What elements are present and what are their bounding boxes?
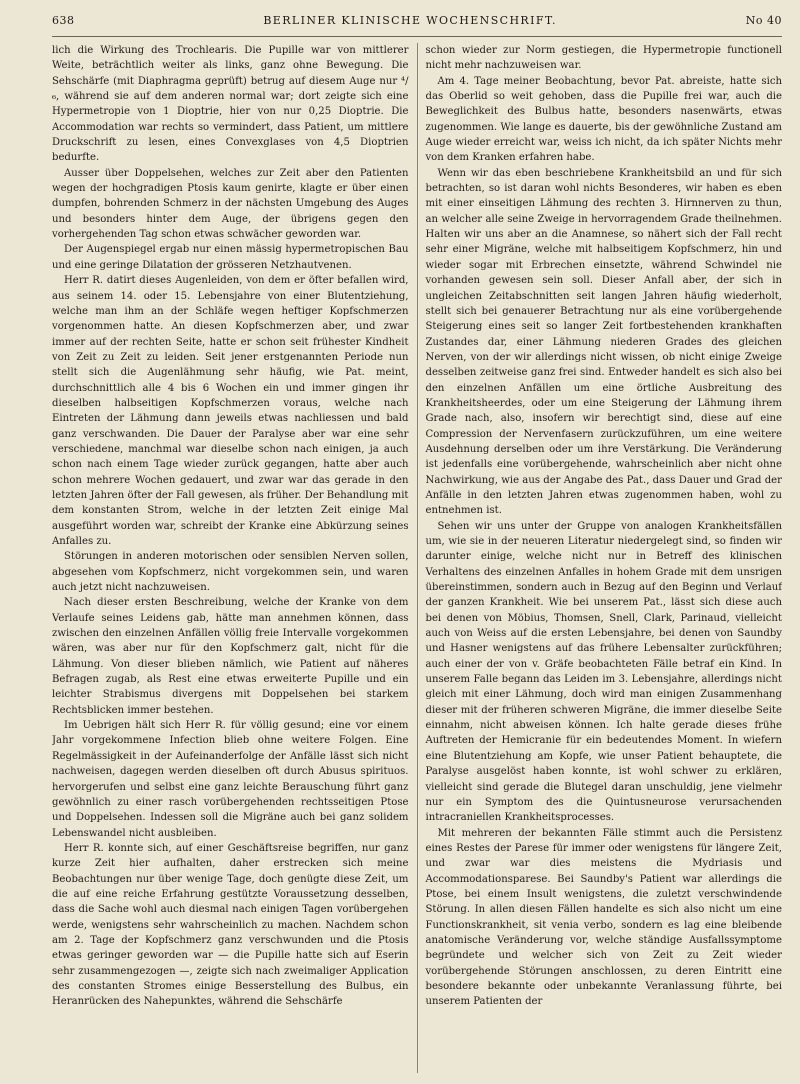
paragraph: Wenn wir das eben beschriebene Krankheitsbild an und für sich betrachten, so ist daran wohl nichts Besonderes, wir haben es eben mit einer einseitigen Lähmung des rechten 3. Hirnnerven zu thun, an welcher alle seine Zweige in hervorragendem Grade theilnehmen. Halten wir uns aber an die Anamnese, so nähert sich der Fall recht sehr einer Migräne, welche mit halbseitigem Kopfschmerz, hin und wieder sogar mit Erbrechen einsetzte, während Schwindel nie vorhanden gewesen sein soll. Dieser Anfall aber, der sich in ungleichen Zeitabschnitten seit langen Jahren häufig wiederholt, stellt sich bei genauerer Betrachtung nur als eine vorübergehende Steigerung eines seit so langer Zeit fortbestehenden krankhaften Zustandes dar, einer Lähmung niederen Grades des gleichen Nerven, von der wir allerdings nicht wissen, ob nicht einige Zweige desselben zeitweise ganz frei sind. Entweder handelt es sich also bei den einzelnen Anfällen um eine örtliche Ausbreitung des Krankheitsheerdes, oder um eine Steigerung der Lähmung ihrem Grade nach, also, insofern wir berechtigt sind, diese auf eine Compression der Nervenfasern zurückzuführen, um eine weitere Ausdehnung derselben oder um ihre Verstärkung. Die Veränderung ist jedenfalls eine vorübergehende, wahrscheinlich aber nicht ohne Nachwirkung, wie aus der Angabe des Pat., dass Dauer und Grad der Anfälle in den letzten Jahren etwas zugenommen haben, wohl zu entnehmen ist. [425, 167, 782, 517]
paragraph: Mit mehreren der bekannten Fälle stimmt auch die Persistenz eines Restes der Parese für immer oder wenigstens für längere Zeit, und zwar war dies meistens die Mydriasis und Accommodationsparese. Bei Saundby's Patient war allerdings die Ptose, bei einem Insult wenigstens, die zuletzt verschwindende Störung. In allen diesen Fällen handelte es sich also nicht um eine Functionskrankheit, sit venia verbo, sondern es lag eine bleibende anatomische Veränderung vor, welche ständige Ausfallssymptome begründete und welcher sich von Zeit zu Zeit wieder vorübergehende Störungen anschlossen, zu deren Eintritt eine besondere bekannte oder unbekannte Veranlassung führte, bei unserem Patienten der [425, 827, 782, 1008]
paragraph: Der Augenspiegel ergab nur einen mässig hypermetropischen Bau und eine geringe Dilatation der grösseren Netzhautvenen. [52, 244, 409, 271]
paragraph: Ausser über Doppelsehen, welches zur Zeit aber den Patienten wegen der hochgradigen Ptosis kaum genirte, klagte er über einen dumpfen, bohrenden Schmerz in der nächsten Umgebung des Auges und besonders hinter dem Auge, der übrigens gegen den vorhergehenden Tag schon etwas schwächer geworden war. [52, 167, 409, 241]
paragraph: Nach dieser ersten Beschreibung, welche der Kranke von dem Verlaufe seines Leidens gab, hätte man annehmen können, dass zwischen den einzelnen Anfällen völlig freie Intervalle vorgekommen wären, was aber nur für den Kopfschmerz galt, nicht für die Lähmung. Von dieser blieben nämlich, wie Patient auf näheres Befragen zugab, als Rest eine etwas erweiterte Pupille und ein leichter Strabismus divergens mit Doppelsehen bei starkem Rechtsblicken immer bestehen. [52, 597, 409, 716]
paragraph: Herr R. datirt dieses Augenleiden, von dem er öfter befallen wird, aus seinem 14. oder 15. Lebensjahre von einer Blutentziehung, welche man ihm an der Schläfe wegen heftiger Kopfschmerzen vorgenommen hatte. An diesen Kopfschmerzen aber, und zwar immer auf der rechten Seite, hatte er schon seit frühester Kindheit von Zeit zu Zeit zu leiden. Seit jener erstgenannten Periode nun stellt sich die Augenlähmung sehr häufig, wie Pat. meint, durchschnittlich alle 4 bis 6 Wochen ein und immer gingen ihr dieselben halbseitigen Kopfschmerzen voraus, welche nach Eintreten der Lähmung dann jeweils etwas nachliessen und bald ganz verschwanden. Die Dauer der Paralyse aber war eine sehr verschiedene, manchmal war dieselbe schon nach einigen, ja auch schon nach einem Tage wieder zurück gegangen, hatte aber auch schon mehrere Wochen gedauert, und zwar war das gerade in den letzten Jahren öfter der Fall gewesen, als früher. Der Behandlung mit dem konstanten Strom, welche in der letzten Zeit einige Mal ausgeführt worden war, schreibt der Kranke eine Abkürzung seines Anfalles zu. [52, 275, 409, 547]
issue-number: No 40 [745, 14, 782, 27]
page-number: 638 [52, 14, 75, 27]
paragraph: Am 4. Tage meiner Beobachtung, bevor Pat. abreiste, hatte sich das Oberlid so weit gehoben, dass die Pupille frei war, auch die Beweglichkeit des Bulbus hatte, besonders nasenwärts, etwas zugenommen. Wie lange es dauerte, bis der gewöhnliche Zustand am Auge wieder erreicht war, weiss ich nicht, da ich später Nichts mehr von dem Kranken erfahren habe. [425, 75, 782, 164]
paragraph: schon wieder zur Norm gestiegen, die Hypermetropie functionell nicht mehr nachzuweisen war. [425, 45, 782, 72]
right-column [425, 43, 782, 1073]
paragraph: Sehen wir uns unter der Gruppe von analogen Krankheitsfällen um, wie sie in der neueren Literatur niedergelegt sind, so finden wir darunter einige, welche nicht nur in Betreff des klinischen Verhaltens des einzelnen Anfalles in hohem Grade mit dem unsrigen übereinstimmen, sondern auch in Bezug auf den Beginn und Verlauf der ganzen Krankheit. Wie bei unserem Pat., lässt sich diese auch bei denen von Möbius, Thomsen, Snell, Clark, Parinaud, vielleicht auch von Weiss auf die ersten Lebensjahre, bei denen von Saundby und Hasner wenigstens auf das frühere Lebensalter zurückführen; auch einer der von v. Gräfe beobachteten Fälle betraf ein Kind. In unserem Falle begann das Leiden im 3. Lebensjahre, allerdings nicht gleich mit einer Lähmung, doch wird man einigen Zusammenhang dieser mit der früheren schweren Migräne, die immer dieselbe Seite einnahm, nicht abweisen können. Ich halte gerade dieses frühe Auftreten der Hemicranie für ein bedeutendes Moment. In wiefern eine Blutentziehung am Kopfe, wie unser Patient behauptete, die Paralyse ausgelöst haben konnte, ist wohl schwer zu erklären, vielleicht sind gerade die Blutegel daran unschuldig, jene vielmehr nur ein Symptom des die Quintusneurose verursachenden intracraniellen Krankheitsprocesses. [425, 520, 782, 824]
journal-title: BERLINER KLINISCHE WOCHENSCHRIFT. [263, 14, 557, 27]
left-column [52, 43, 409, 1073]
text-columns [52, 43, 782, 1073]
paragraph: Herr R. konnte sich, auf einer Geschäftsreise begriffen, nur ganz kurze Zeit hier aufhalten, daher erstrecken sich meine Beobachtungen nur über wenige Tage, doch genügte diese Zeit, um die auf eine reiche Erfahrung gestützte Voraussetzung desselben, dass die Sache wohl auch diesmal nach einigen Tagen vorübergehen werde, wenigstens sehr wahrscheinlich zu machen. Nachdem schon am 2. Tage der Kopfschmerz ganz verschwunden und die Ptosis etwas geringer geworden war — die Pupille hatte sich auf Eserin sehr zusammengezogen —, zeigte sich nach zweimaliger Application des constanten Stromes einige Besserstellung des Bulbus, ein Heranrücken des Nahepunktes, während die Sehschärfe [52, 842, 409, 1008]
page-header [52, 14, 782, 37]
paragraph: Störungen in anderen motorischen oder sensiblen Nerven sollen, abgesehen vom Kopfschmerz, nicht vorgekommen sein, und waren auch jetzt nicht nachzuweisen. [52, 551, 409, 594]
paragraph: lich die Wirkung des Trochlearis. Die Pupille war von mittlerer Weite, beträchtlich weiter als links, ganz ohne Bewegung. Die Sehschärfe (mit Diaphragma geprüft) betrug auf diesem Auge nur ⁴/₆, während sie auf dem anderen normal war; dort zeigte sich eine Hypermetropie von 1 Dioptrie, hier von nur 0,25 Dioptrie. Die Accommodation war rechts so vermindert, dass Patient, um mittlere Druckschrift zu lesen, eines Convexglases von 4,5 Dioptrien bedurfte. [52, 45, 409, 164]
column-divider [417, 43, 418, 1073]
paragraph: Im Uebrigen hält sich Herr R. für völlig gesund; eine vor einem Jahr vorgekommene Infection blieb ohne weitere Folgen. Eine Regelmässigkeit in der Aufeinanderfolge der Anfälle lässt sich nicht nachweisen, dagegen werden dieselben oft durch Abusus spirituos. hervorgerufen und selbst eine ganz leichte Berauschung führt ganz gewöhnlich zu einer rasch vorübergehenden rechtsseitigen Ptose und Doppelsehen. Indessen soll die Migräne auch bei ganz solidem Lebenswandel nicht ausbleiben. [52, 720, 409, 839]
